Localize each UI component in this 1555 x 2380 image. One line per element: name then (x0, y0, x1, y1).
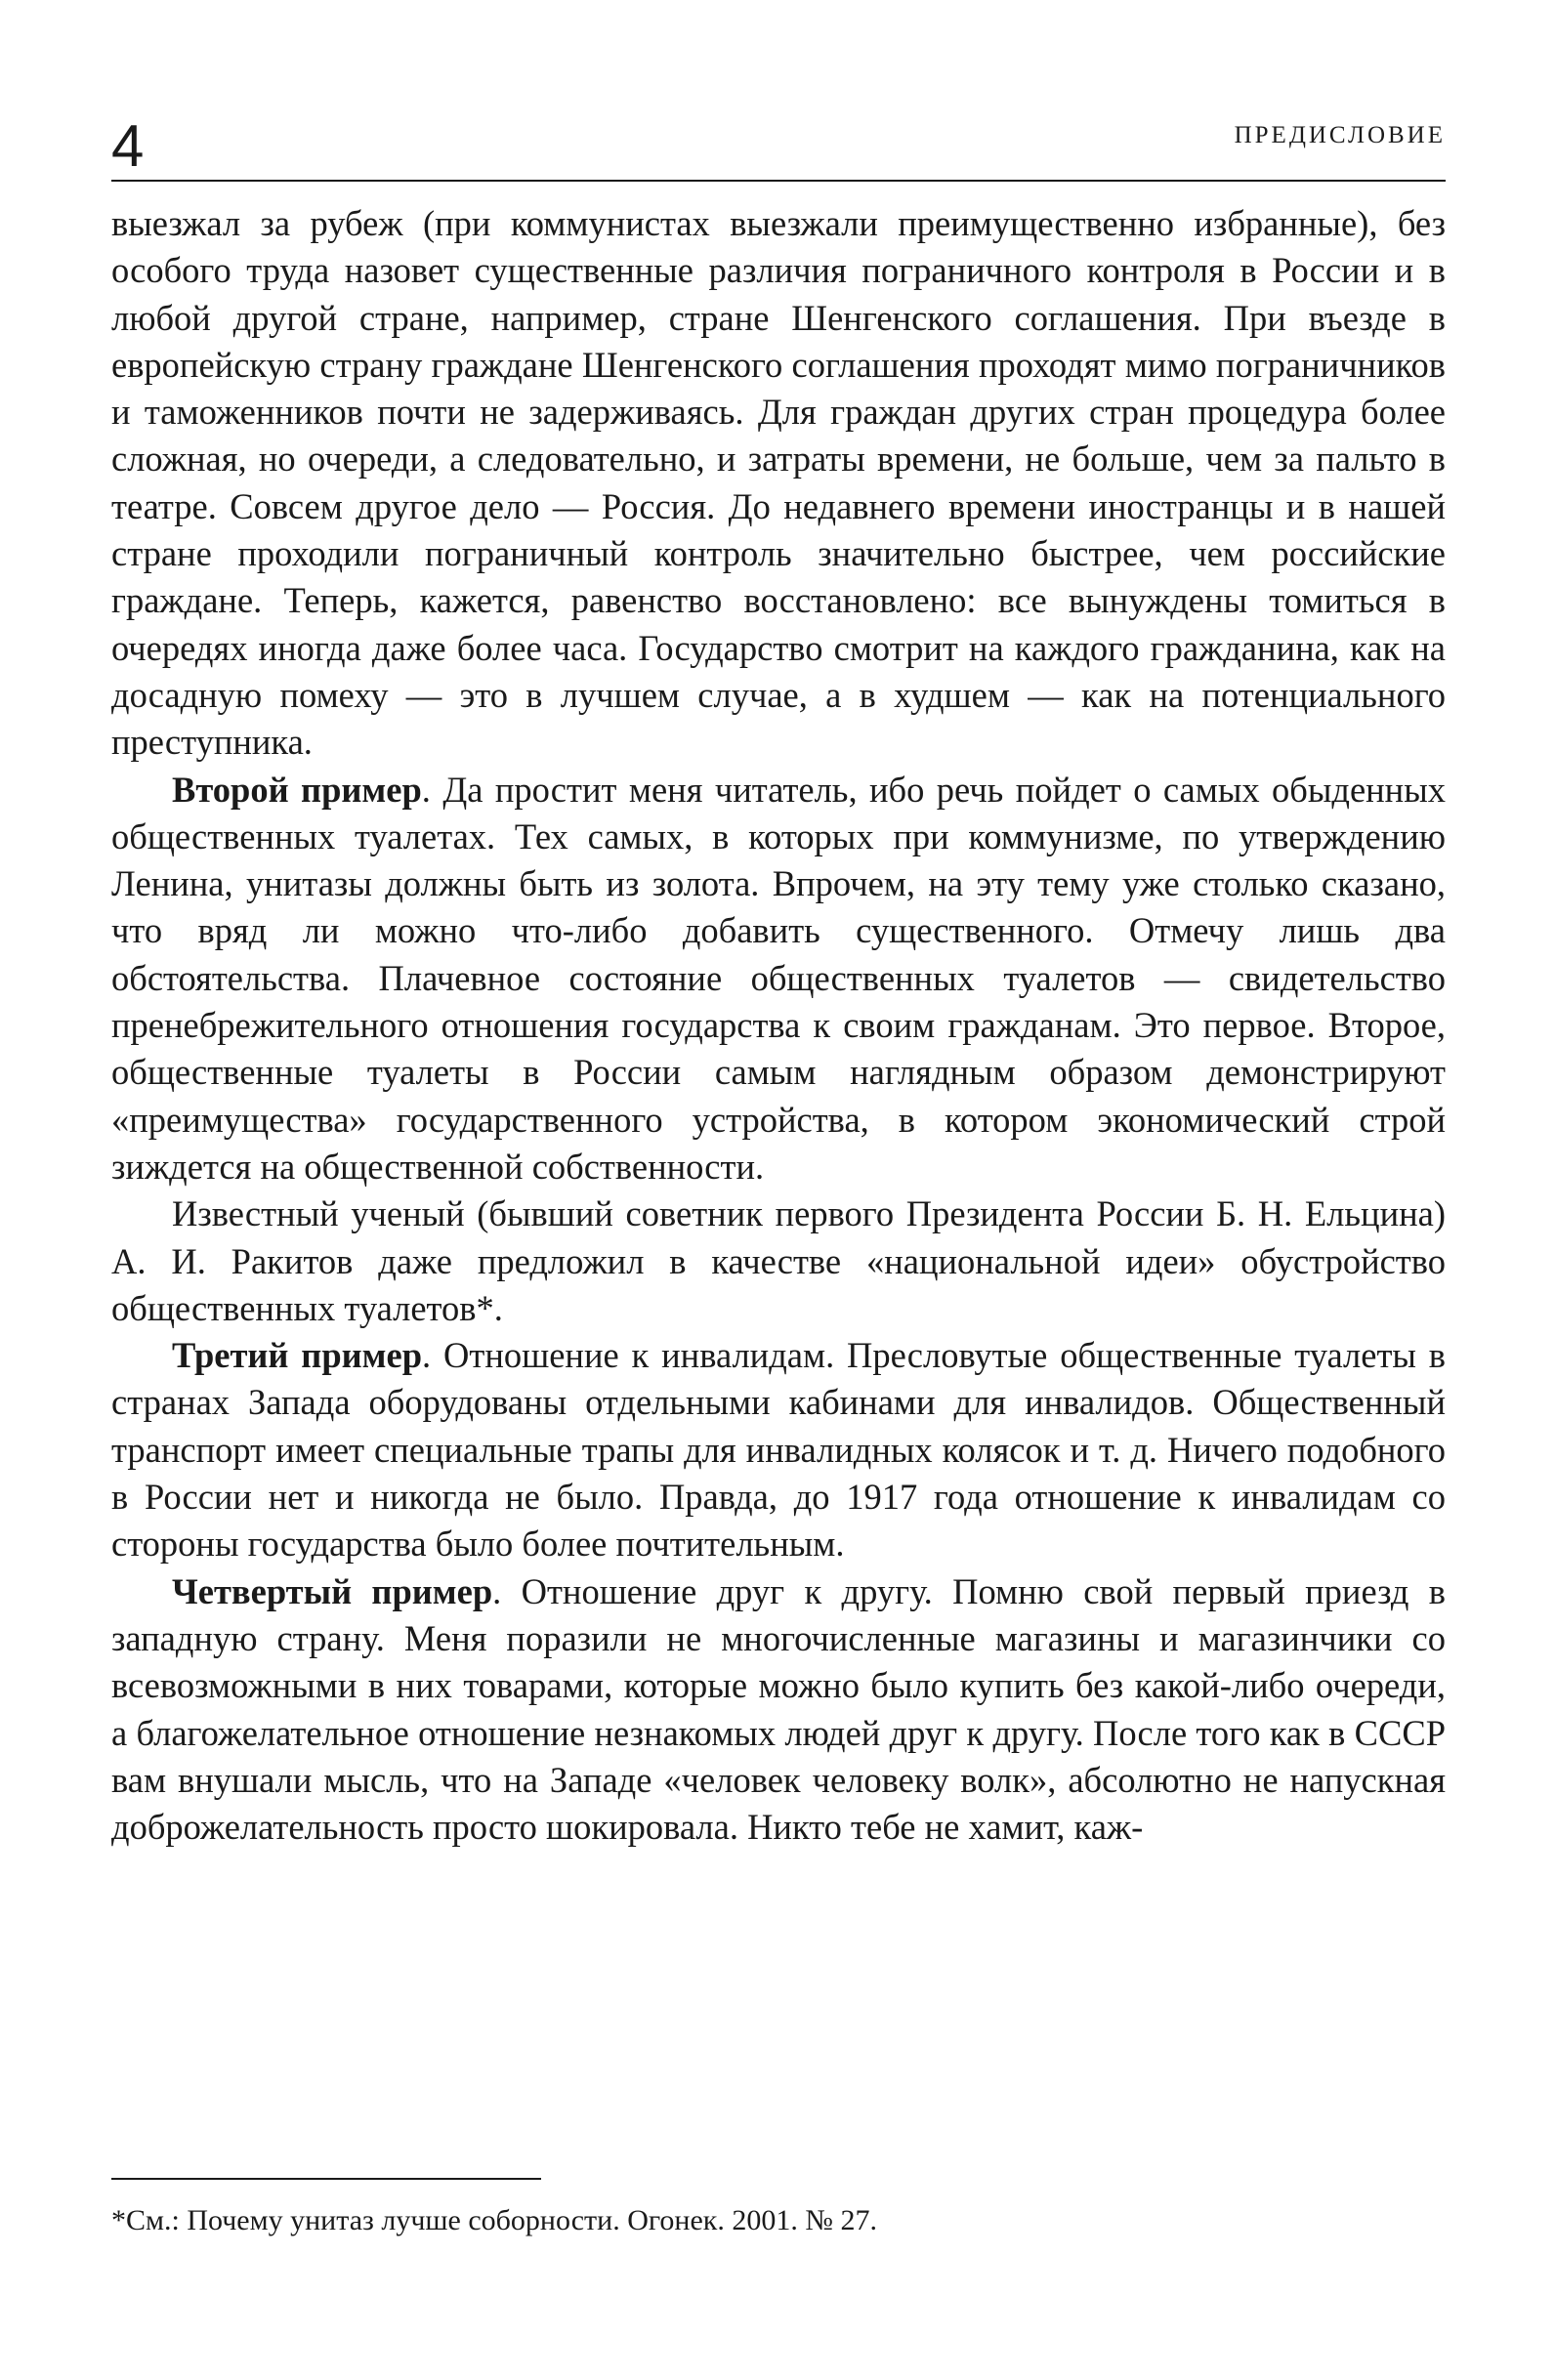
header-rule (111, 180, 1446, 182)
paragraph-lead-bold: Четвертый пример (172, 1570, 493, 1611)
paragraph-text: . Да простит меня читатель, ибо речь пойдет о самых обыденных общественных туалетах. Тех самых, в которых при коммунизме, по утверждению Ленина, унитазы должны быть из золота. Впрочем, на эту тему уже столько сказано, что вряд ли можно что-либо добавить существенного. Отмечу лишь два обстоятельства. Плачевное состояние общественных туалетов — свидетельство пренебрежительного отношения государства к своим гражданам. Это первое. Второе, общественные туалеты в России самым наглядным образом демонстрируют «преимущества» государственного устройства, в котором экономический строй зиждется на общественной собственности. (111, 769, 1446, 1187)
running-head: ПРЕДИСЛОВИЕ (1234, 122, 1446, 148)
page-header (111, 113, 1446, 197)
paragraph-lead-bold: Третий пример (172, 1335, 423, 1376)
paragraph-text: . Отношение к инвалидам. Пресловутые общественные туалеты в странах Запада оборудованы отдельными кабинами для инвалидов. Общественный транспорт имеет специальные трапы для инвалидных колясок и т. д. Ничего подобного в России нет и никогда не было. Правда, до 1917 года отношение к инвалидам со стороны государства было более почтительным. (111, 1335, 1447, 1565)
paragraph-second-example (111, 767, 1446, 1191)
paragraph-third-example (111, 1332, 1446, 1567)
paragraph-continued: выезжал за рубеж (при коммунистах выезжали преимущественно избранные), без особого труда назовет существенные различия пограничного контроля в России и в любой другой стране, например, стране Шенгенского соглашения. При въезде в европейскую страну граждане Шенгенского соглашения проходят мимо пограничников и таможенников почти не задерживаясь. Для граждан других стран процедура более сложная, но очереди, а следовательно, и затраты времени, не больше, чем за пальто в театре. Совсем другое дело — Россия. До недавнего времени иностранцы и в нашей стране проходили пограничный контроль значительно быстрее, чем российские граждане. Теперь, кажется, равенство восстановлено: все вынуждены томиться в очередях иногда даже более часа. Государство смотрит на каждого гражданина, как на досадную помеху — это в лучшем случае, а в худшем — как на потенциального преступника. (111, 203, 1446, 763)
page-number: 4 (111, 113, 145, 179)
paragraph-lead-bold: Второй пример (172, 769, 422, 810)
body-text (111, 200, 1446, 1851)
paragraph-rakitov: Известный ученый (бывший советник первого Президента России Б. Н. Ельцина) А. И. Ракитов даже предложил в качестве «национальной идеи» обустройство общественных туалетов*. (111, 1193, 1446, 1328)
footnote-rule (111, 2178, 541, 2180)
footnote: *См.: Почему унитаз лучше соборности. Огонек. 2001. № 27. (111, 2204, 877, 2236)
paragraph-fourth-example (111, 1568, 1446, 1852)
paragraph-text: . Отношение друг к другу. Помню свой первый приезд в западную страну. Меня поразили не многочисленные магазины и магазинчики со всевозможными в них товарами, которые можно было купить без какой-либо очереди, а благожелательное отношение незнакомых людей друг к другу. После того как в СССР вам внушали мысль, что на Западе «человек человеку волк», абсолютно не напускная доброжелательность просто шокировала. Никто тебе не хамит, каж- (111, 1570, 1447, 1848)
